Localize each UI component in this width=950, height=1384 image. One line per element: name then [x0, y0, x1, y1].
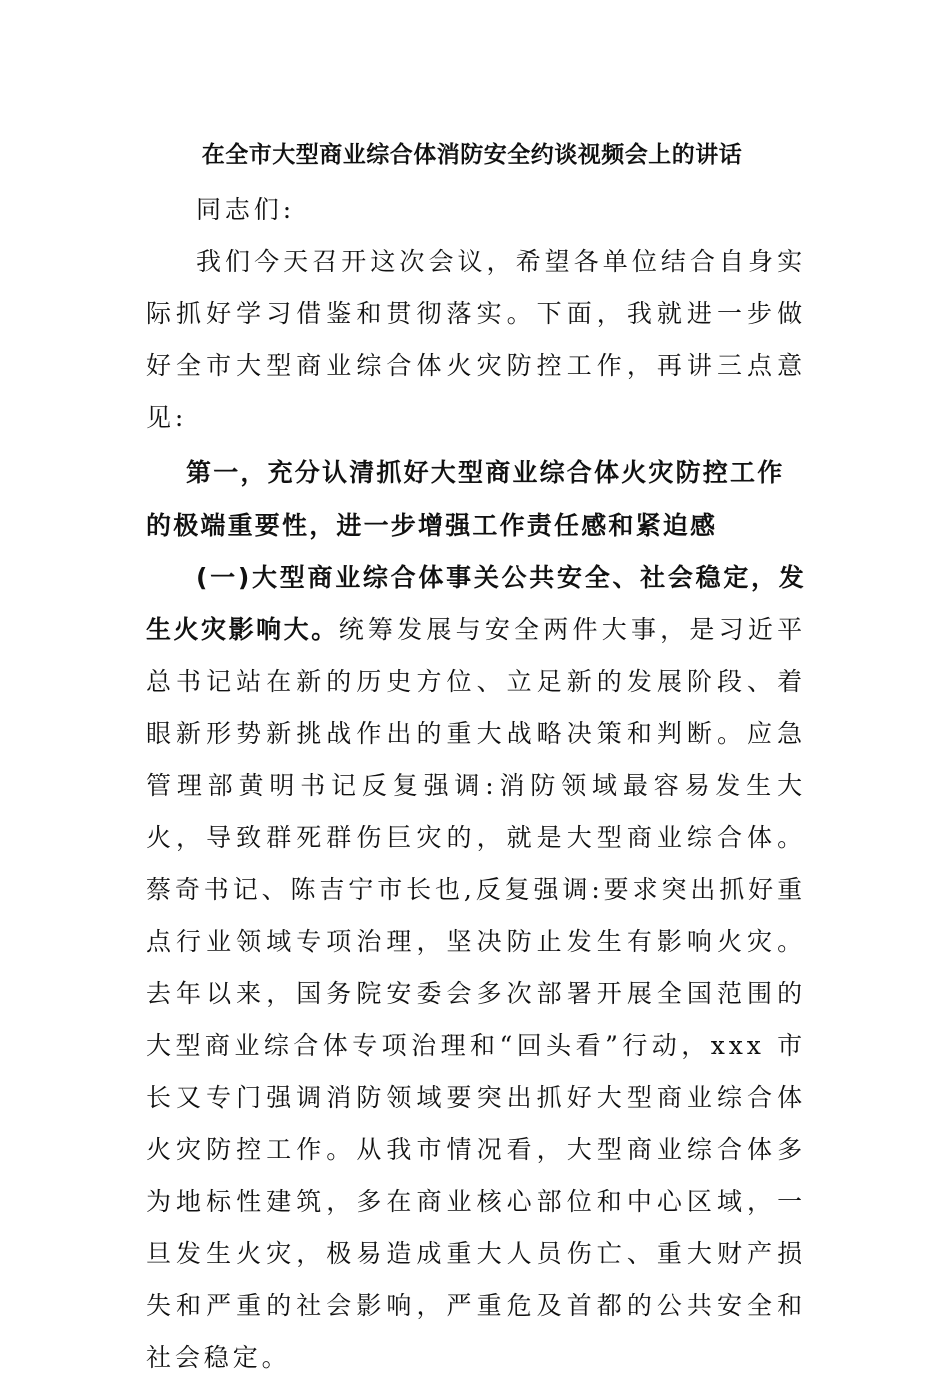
subsection-1-paragraph	[146, 552, 806, 1384]
section-1-heading: 第一，充分认清抓好大型商业综合体火灾防控工作的极端重要性，进一步增强工作责任感和紧迫感	[146, 458, 785, 540]
document-page	[146, 130, 806, 1384]
document-title: 在全市大型商业综合体消防安全约谈视频会上的讲话	[201, 142, 743, 168]
intro-paragraph: 我们今天召开这次会议，希望各单位结合自身实际抓好学习借鉴和贯彻落实。下面，我就进一步做好全市大型商业综合体火灾防控工作，再讲三点意见:	[146, 247, 806, 432]
subsection-1-body: 统筹发展与安全两件大事，是习近平总书记站在新的历史方位、立足新的发展阶段、着眼新形势新挑战作出的重大战略决策和判断。应急管理部黄明书记反复强调:消防领域最容易发生大火，导致群死群伤巨灾的，就是大型商业综合体。蔡奇书记、陈吉宁市长也,反复强调:要求突出抓好重点行业领域专项治理，坚决防止发生有影响火灾。去年以来，国务院安委会多次部署开展全国范围的大型商业综合体专项治理和“回头看”行动，xxx 市长又专门强调消防领域要突出抓好大型商业综合体火灾防控工作。从我市情况看，大型商业综合体多为地标性建筑，多在商业核心部位和中心区域，一旦发生火灾，极易造成重大人员伤亡、重大财产损失和严重的社会影响，严重危及首都的公共安全和社会稳定。	[146, 615, 806, 1372]
salutation: 同志们:	[196, 195, 296, 224]
subsection-1-lead: (一)大型商业综合体事关公共安全、社会稳定，发生火灾影响大。	[146, 563, 806, 644]
